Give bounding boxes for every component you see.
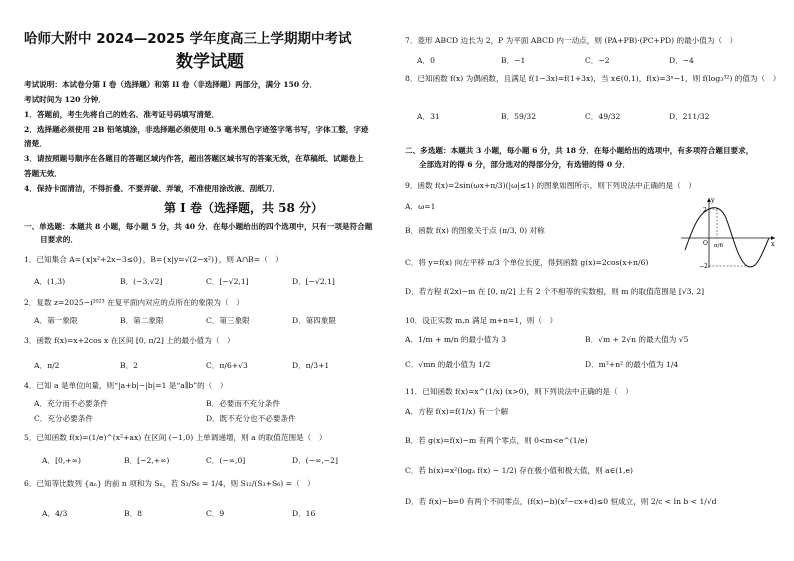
instruction-item: 3．请按照题号顺序在各题目的答题区域内作答，超出答题区域书写的答案无效，在草稿纸、试题卷上 [24, 154, 364, 163]
option: C．(−∞,0] [206, 456, 246, 465]
x-tick-label: π/6 [714, 243, 723, 249]
section-intro: 目要求的． [40, 235, 78, 244]
left-column [24, 0, 396, 561]
option: D．16 [292, 509, 316, 518]
instruction-item: 清楚． [24, 139, 47, 148]
option: D．[−√2,1] [292, 277, 335, 286]
exam-subtitle: 数学试题 [176, 52, 244, 72]
option: D．(−∞,−2] [292, 456, 338, 465]
y-bottom-label: −2 [699, 263, 708, 270]
option: A．4/3 [42, 509, 68, 518]
question-stem: 8．已知函数 f(x) 为偶函数，且满足 f(1−3x)=f(1+3x)，当 x∈(0,1)，f(x)=3ˣ−1，则 f(log₃³²) 的值为（ ） [405, 74, 781, 83]
option: D．若 f(x)−b=0 有两个不同零点，(f(x)−b)(x²−cx+d)≤0 恒成立，则 2/c < ln b < 1/√d [405, 497, 717, 506]
section-intro: 二、多选题：本题共 3 小题，每小题 6 分，共 18 分．在每小题给出的选项中，有多项符合题目要求， [405, 146, 754, 155]
option: B．[−2,+∞) [124, 456, 170, 465]
option: B．第二象限 [120, 316, 164, 325]
option: B．若 g(x)=f(x)−m 有两个零点，则 0<m<e^(1/e) [405, 436, 588, 445]
option: A．第一象限 [34, 316, 78, 325]
question-stem: 7．菱形 ABCD 边长为 2，P 为平面 ABCD 内一动点，则 (PA+PB)·(PC+PD) 的最小值为（ ） [405, 36, 738, 45]
option: A．31 [417, 112, 440, 121]
option: D．m²+n² 的最小值为 1/4 [585, 360, 679, 369]
option: B．2 [120, 361, 139, 370]
option: A．[0,+∞) [42, 456, 81, 465]
instruction-line: 考试说明：本试卷分第 I 卷（选择题）和第 II 卷（非选择题）两部分，满分 150 分． [24, 80, 317, 89]
option: B．59/32 [501, 112, 537, 121]
y-label: y [711, 196, 715, 204]
option: B．函数 f(x) 的图象关于点 (π/3, 0) 对称 [405, 226, 545, 235]
option: C．49/32 [585, 112, 621, 121]
sine-curve [685, 208, 769, 267]
y-top-label: 2 [703, 207, 707, 214]
right-column [405, 0, 781, 561]
option: A．(1,3) [34, 277, 66, 286]
sine-graph [677, 194, 777, 272]
question-stem: 5．已知函数 f(x)=(1/e)^(x²+ax) 在区间 (−1,0) 上单调递增，则 a 的取值范围是（ ） [24, 433, 327, 442]
option: C．9 [206, 509, 225, 518]
option: B．必要而不充分条件 [206, 399, 280, 408]
option: C．[−√2,1] [206, 277, 249, 286]
instruction-line: 考试时间为 120 分钟． [24, 95, 106, 104]
option: D．−4 [669, 56, 694, 65]
option: D．既不充分也不必要条件 [206, 414, 296, 423]
option: D．211/32 [669, 112, 710, 121]
instruction-item: 答题无效． [24, 169, 62, 178]
exam-title: 哈师大附中 2024—2025 学年度高三上学期期中考试 [24, 31, 352, 47]
question-stem: 6．已知等比数列 {aₙ} 的前 n 项和为 Sₙ，若 S₃/S₆ = 1/4，则 S₁₂/(S₃+S₆) =（ ） [24, 479, 315, 488]
option: B．8 [124, 509, 143, 518]
section-heading: 第 I 卷（选择题，共 58 分） [164, 201, 324, 215]
question-stem: 4．已知 a 是单位向量，则“|a+b|−|b|=1 是“a∥b”的（ ） [24, 381, 228, 390]
option: C．√mn 的最小值为 1/2 [405, 360, 491, 369]
option: B．√m + 2√n 的最大值为 √5 [585, 335, 689, 344]
option: C．将 y=f(x) 向左平移 π/3 个单位长度，得到函数 g(x)=2cos(x+π/6) [405, 258, 649, 267]
option: A．1/m + m/n 的最小值为 3 [405, 335, 507, 344]
question-stem: 2．复数 z=2025−i²⁰²³ 在复平面内对应的点所在的象限为（ ） [24, 298, 244, 307]
question-stem: 1．已知集合 A={x|x²+2x−3≤0}，B={x|y=√(2−x²)}，则 A∩B=（ ） [24, 255, 283, 264]
option: D．第四象限 [292, 316, 337, 325]
option: A．充分而不必要条件 [34, 399, 108, 408]
origin-label: O [703, 240, 708, 247]
option: A．0 [417, 56, 435, 65]
instruction-item: 4．保持卡面清洁，不得折叠、不要弄破、弄皱，不准使用涂改液、刮纸刀． [24, 184, 280, 193]
option: A．ω=1 [405, 202, 436, 211]
option: C．充分必要条件 [34, 414, 93, 423]
option: C．若 h(x)=x²(logₐ f(x) − 1/2) 存在极小值和极大值，则 a∈(1,e) [405, 466, 633, 475]
option: A．方程 f(x)=f(1/x) 有一个解 [405, 407, 509, 416]
option: B．−1 [501, 56, 526, 65]
option: D．π/3+1 [292, 361, 330, 370]
instruction-item: 2．选择题必须使用 2B 铅笔填涂，非选择题必须使用 0.5 毫米黑色字迹签字笔书写，字体工整，字迹 [24, 125, 369, 134]
question-stem: 3．函数 f(x)=x+2cos x 在区间 [0, π/2] 上的最小值为（ ） [24, 336, 235, 345]
x-label: x [771, 240, 775, 248]
option: A．π/2 [34, 361, 60, 370]
option: D．若方程 f(2x)−m 在 [0, π/2] 上有 2 个不相等的实数根，则 m 的取值范围是 [√3, 2] [405, 287, 705, 296]
question-stem: 9．函数 f(x)=2sin(ωx+π/3)(|ω|≤1) 的图象如图所示，则下列说法中正确的是（ ） [405, 181, 696, 190]
section-intro: 全部选对的得 6 分，部分选对的得部分分，有选错的得 0 分． [419, 160, 630, 169]
option: C．−2 [585, 56, 610, 65]
option: B．(−3,√2] [120, 277, 163, 286]
option: C．π/6+√3 [206, 361, 248, 370]
question-stem: 11．已知函数 f(x)=x^(1/x) (x>0)，则下列说法中正确的是（ ） [405, 387, 633, 396]
question-stem: 10．设正实数 m,n 满足 m+n=1，则（ ） [405, 316, 558, 325]
section-intro: 一、单选题：本题共 8 小题，每小题 5 分，共 40 分．在每小题给出的四个选项中，只有一项是符合题 [24, 222, 373, 231]
instruction-item: 1．答题前，考生先将自己的姓名、准考证号码填写清楚． [24, 110, 220, 119]
option: C．第三象限 [206, 316, 250, 325]
